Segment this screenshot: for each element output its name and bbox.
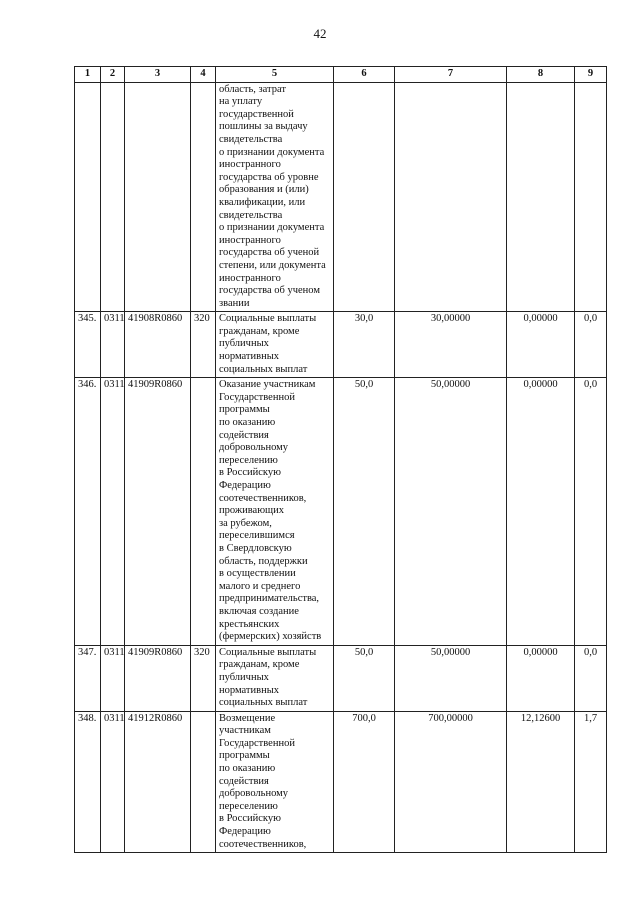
- row-number: [75, 82, 101, 312]
- executed-amount: [395, 82, 507, 312]
- execution-percent: 1,7: [575, 711, 607, 853]
- description: Возмещение участникам Государственной программы по оказанию содействия добровольному переселению в Российскую Федерацию соотечественников,: [216, 711, 334, 853]
- execution-percent: 0,0: [575, 378, 607, 645]
- plan-amount: 50,0: [334, 645, 395, 711]
- target-code: 41912R0860: [125, 711, 191, 853]
- plan-amount: 30,0: [334, 312, 395, 378]
- plan-amount: [334, 82, 395, 312]
- remainder-amount: 0,00000: [507, 312, 575, 378]
- executed-amount: 30,00000: [395, 312, 507, 378]
- type-code: [191, 378, 216, 645]
- type-code: [191, 711, 216, 853]
- type-code: [191, 82, 216, 312]
- section-code: 0311: [101, 312, 125, 378]
- table-row: [75, 645, 607, 711]
- table-row: [75, 82, 607, 312]
- table-row: [75, 312, 607, 378]
- row-number: 348.: [75, 711, 101, 853]
- description: Социальные выплаты гражданам, кроме публичных нормативных социальных выплат: [216, 645, 334, 711]
- section-code: 0311: [101, 378, 125, 645]
- execution-percent: [575, 82, 607, 312]
- page-number: 42: [313, 26, 327, 41]
- execution-percent: 0,0: [575, 312, 607, 378]
- header-cell-col2: 2: [101, 67, 125, 83]
- target-code: 41909R0860: [125, 645, 191, 711]
- executed-amount: 50,00000: [395, 645, 507, 711]
- description: Социальные выплаты гражданам, кроме публичных нормативных социальных выплат: [216, 312, 334, 378]
- header-cell-col6: 6: [334, 67, 395, 83]
- type-code: 320: [191, 645, 216, 711]
- header-cell-col8: 8: [507, 67, 575, 83]
- execution-percent: 0,0: [575, 645, 607, 711]
- header-cell-col4: 4: [191, 67, 216, 83]
- plan-amount: 50,0: [334, 378, 395, 645]
- header-cell-col3: 3: [125, 67, 191, 83]
- target-code: 41909R0860: [125, 378, 191, 645]
- executed-amount: 700,00000: [395, 711, 507, 853]
- description: область, затрат на уплату государственной пошлины за выдачу свидетельства о признании документа иностранного государства об уровне образования и (или) квалификации, или свидетельства о признании документа иностранного государства об ученой степени, или документа иностранного государства об ученом звании: [216, 82, 334, 312]
- section-code: 0311: [101, 645, 125, 711]
- target-code: 41908R0860: [125, 312, 191, 378]
- type-code: 320: [191, 312, 216, 378]
- row-number: 345.: [75, 312, 101, 378]
- remainder-amount: 0,00000: [507, 645, 575, 711]
- budget-table: [74, 66, 607, 853]
- header-cell-col7: 7: [395, 67, 507, 83]
- section-code: [101, 82, 125, 312]
- table-row: [75, 711, 607, 853]
- remainder-amount: 12,12600: [507, 711, 575, 853]
- plan-amount: 700,0: [334, 711, 395, 853]
- executed-amount: 50,00000: [395, 378, 507, 645]
- row-number: 346.: [75, 378, 101, 645]
- header-cell-col5: 5: [216, 67, 334, 83]
- header-cell-col1: 1: [75, 67, 101, 83]
- table-row: [75, 378, 607, 645]
- section-code: 0311: [101, 711, 125, 853]
- remainder-amount: 0,00000: [507, 378, 575, 645]
- description: Оказание участникам Государственной программы по оказанию содействия добровольному переселению в Российскую Федерацию соотечественников, проживающих за рубежом, переселившимся в Свердловскую область, поддержки в осуществлении малого и среднего предпринимательства, включая создание крестьянских (фермерских) хозяйств: [216, 378, 334, 645]
- remainder-amount: [507, 82, 575, 312]
- header-cell-col9: 9: [575, 67, 607, 83]
- row-number: 347.: [75, 645, 101, 711]
- target-code: [125, 82, 191, 312]
- header-row: [75, 67, 607, 83]
